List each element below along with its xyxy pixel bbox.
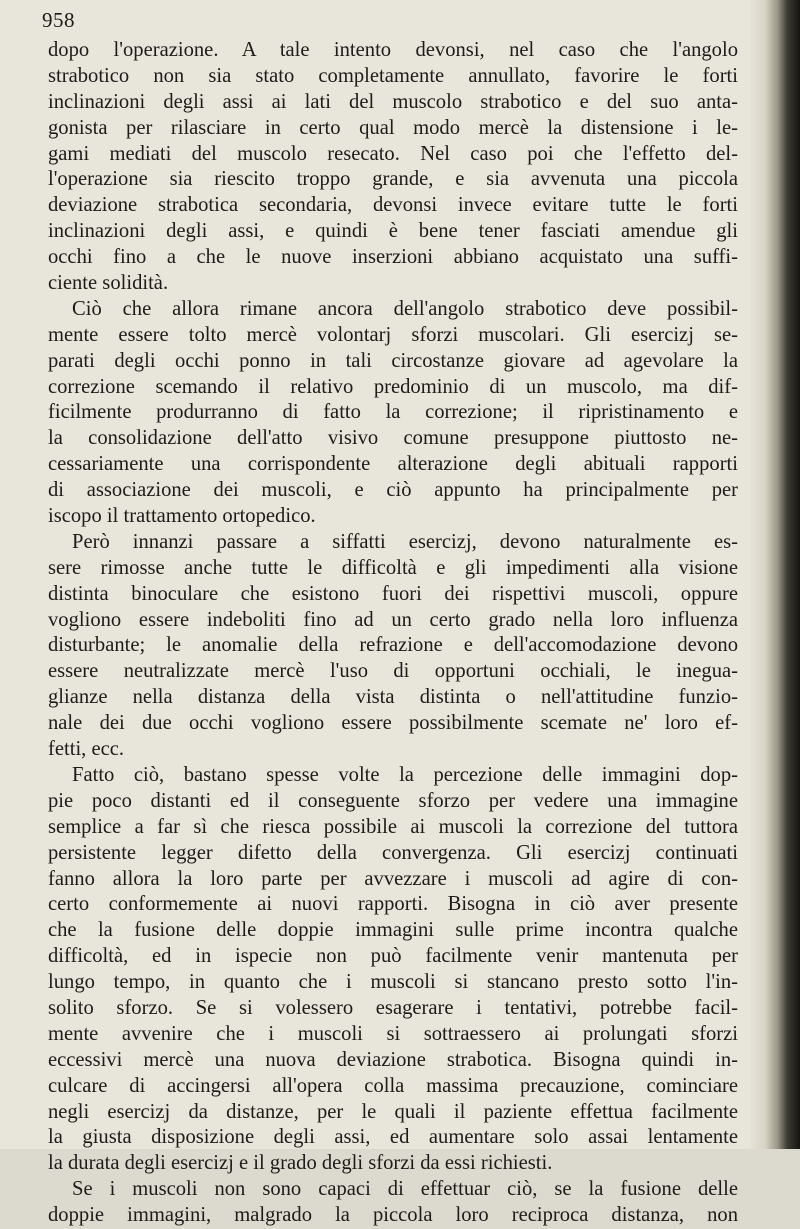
text-line: cessariamente una corrispondente alterazione degli abituali rapporti — [48, 453, 738, 476]
body-text — [48, 38, 738, 1229]
text-line: gonista per rilasciare in certo qual modo mercè la distensione i le- — [48, 116, 738, 139]
text-line: ficilmente produrranno di fatto la correzione; il ripristinamento e — [48, 401, 738, 424]
text-line: vogliono essere indeboliti fino ad un certo grado nella loro influenza — [48, 608, 738, 631]
text-line: inclinazioni degli assi ai lati del muscolo strabotico e del suo anta- — [48, 90, 738, 113]
text-line: mente avvenire che i muscoli si sottraessero ai prolungati sforzi — [48, 1022, 738, 1045]
text-line: negli esercizj da distanze, per le quali il paziente effettua facilmente — [48, 1100, 738, 1123]
text-line: strabotico non sia stato completamente annullato, favorire le forti — [48, 64, 738, 87]
text-line: ciente solidità. — [48, 272, 169, 295]
text-line: sere rimosse anche tutte le difficoltà e gli impedimenti alla visione — [48, 556, 738, 579]
page-binding-shadow — [750, 0, 800, 1149]
text-line: fanno allora la loro parte per avvezzare i muscoli ad agire di con- — [48, 867, 738, 890]
page-number: 958 — [42, 8, 75, 32]
text-line: eccessivi mercè una nuova deviazione strabotica. Bisogna quindi in- — [48, 1048, 738, 1071]
text-line: iscopo il trattamento ortopedico. — [48, 505, 316, 528]
text-line: solito sforzo. Se si volessero esagerare i tentativi, potrebbe facil- — [48, 996, 738, 1019]
text-line: che la fusione delle doppie immagini sulle prime incontra qualche — [48, 919, 738, 942]
text-line: occhi fino a che le nuove inserzioni abbiano acquistato una suffi- — [48, 246, 738, 269]
text-line: doppie immagini, malgrado la piccola loro reciproca distanza, non — [48, 1204, 738, 1227]
text-line: glianze nella distanza della vista distinta o nell'attitudine funzio- — [48, 686, 738, 709]
text-line: Però innanzi passare a siffatti esercizj, devono naturalmente es- — [72, 530, 738, 553]
text-line: distinta binoculare che esistono fuori dei rispettivi muscoli, oppure — [48, 582, 738, 605]
text-line: mente essere tolto mercè volontarj sforzi muscolari. Gli esercizj se- — [48, 323, 738, 346]
text-line: la giusta disposizione degli assi, ed aumentare solo assai lentamente — [48, 1126, 738, 1149]
text-line: culcare di accingersi all'opera colla massima precauzione, cominciare — [48, 1074, 738, 1097]
text-line: pie poco distanti ed il conseguente sforzo per vedere una immagine — [48, 789, 738, 812]
text-line: difficoltà, ed in ispecie non può facilmente venir mantenuta per — [48, 945, 738, 968]
text-line: lungo tempo, in quanto che i muscoli si stancano presto sotto l'in- — [48, 971, 738, 994]
text-line: la consolidazione dell'atto visivo comune presuppone piuttosto ne- — [48, 427, 738, 450]
text-line: correzione scemando il relativo predominio di un muscolo, ma dif- — [48, 375, 738, 398]
text-line: persistente legger difetto della convergenza. Gli esercizj continuati — [48, 841, 738, 864]
text-line: dopo l'operazione. A tale intento devonsi, nel caso che l'angolo — [48, 39, 738, 61]
text-line: semplice a far sì che riesca possibile ai muscoli la correzione del tuttora — [48, 815, 738, 838]
text-line: la durata degli esercizj e il grado degli sforzi da essi richiesti. — [48, 1152, 553, 1175]
text-line: essere neutralizzate mercè l'uso di opportuni occhiali, le inegua- — [48, 660, 738, 683]
text-line: disturbante; le anomalie della refrazione e dell'accomodazione devono — [48, 634, 738, 657]
text-line: inclinazioni degli assi, e quindi è bene tener fasciati amendue gli — [48, 220, 738, 243]
text-line: nale dei due occhi vogliono essere possibilmente scemate ne' loro ef- — [48, 712, 738, 735]
text-line: deviazione strabotica secondaria, devonsi invece evitare tutte le forti — [48, 194, 738, 217]
text-line: fetti, ecc. — [48, 738, 125, 761]
text-line: Ciò che allora rimane ancora dell'angolo strabotico deve possibil- — [72, 297, 738, 320]
text-line: parati degli occhi ponno in tali circostanze giovare ad agevolare la — [48, 349, 738, 372]
text-line: di associazione dei muscoli, e ciò appunto ha principalmente per — [48, 479, 738, 502]
text-line: l'operazione sia riescito troppo grande, e sia avvenuta una piccola — [48, 168, 738, 191]
text-line: Fatto ciò, bastano spesse volte la percezione delle immagini dop- — [72, 763, 738, 786]
text-line: Se i muscoli non sono capaci di effettuar ciò, se la fusione delle — [72, 1178, 738, 1201]
text-line: certo conformemente ai nuovi rapporti. Bisogna in ciò aver presente — [48, 893, 738, 916]
text-line: gami mediati del muscolo resecato. Nel caso poi che l'effetto del- — [48, 142, 738, 165]
